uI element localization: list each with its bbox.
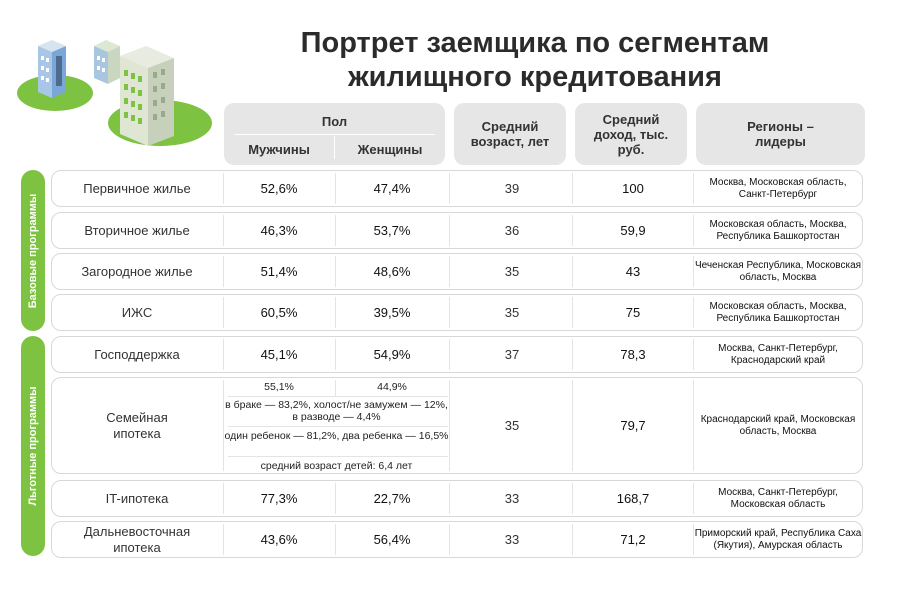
group-label-preferential xyxy=(21,336,45,556)
row-female: 39,5% xyxy=(373,305,411,320)
row-regions: Краснодарский край, Московская область, Москва xyxy=(700,413,856,437)
table-row xyxy=(51,212,863,249)
row-female: 47,4% xyxy=(373,181,411,196)
row-regions: Московская область, Москва, Республика Башкортостан xyxy=(709,218,847,242)
tall-building-icon xyxy=(120,46,174,146)
table-row xyxy=(51,336,863,373)
row-female: 56,4% xyxy=(373,532,411,547)
row-regions: Московская область, Москва, Республика Башкортостан xyxy=(709,300,847,324)
row-age: 39 xyxy=(504,181,520,196)
row-name: Вторичное жилье xyxy=(84,222,190,238)
row-regions: Москва, Санкт-Петербург, Краснодарский край xyxy=(718,342,838,366)
row-male: 43,6% xyxy=(260,532,298,547)
header-female: Женщины xyxy=(357,142,423,157)
title-line-2: жилищного кредитования xyxy=(348,61,722,93)
row-male: 45,1% xyxy=(260,347,298,362)
row-female: 44,9% xyxy=(377,381,407,393)
row-name: Загородное жилье xyxy=(81,263,193,279)
row-male: 46,3% xyxy=(260,223,298,238)
row-age: 33 xyxy=(504,532,520,547)
table-row xyxy=(51,480,863,517)
table-row xyxy=(51,253,863,290)
header-divider xyxy=(234,134,435,135)
row-name: Господдержка xyxy=(94,346,180,362)
table-row xyxy=(51,170,863,207)
table-row xyxy=(51,521,863,558)
group-label-base-text: Базовые программы xyxy=(27,193,39,308)
table-row xyxy=(51,294,863,331)
group-label-preferential-text: Льготные программы xyxy=(27,386,39,506)
row-regions: Чеченская Республика, Московская область, Москва xyxy=(694,259,862,283)
row-income: 71,2 xyxy=(620,532,646,547)
header-age xyxy=(454,103,566,165)
row-regions: Приморский край, Республика Саха (Якутия), Амурская область xyxy=(694,527,862,551)
row-female: 54,9% xyxy=(373,347,411,362)
row-income: 75 xyxy=(625,305,641,320)
row-income: 79,7 xyxy=(620,418,646,433)
row-name: ИЖС xyxy=(121,304,153,320)
page-title xyxy=(230,26,840,94)
header-regions xyxy=(696,103,865,165)
header-gender xyxy=(224,103,445,165)
row-age: 33 xyxy=(504,491,520,506)
row-income: 78,3 xyxy=(620,347,646,362)
row-name: Первичное жилье xyxy=(83,180,191,196)
group-label-base xyxy=(21,170,45,331)
row-male: 52,6% xyxy=(260,181,298,196)
title-line-1: Портрет заемщика по сегментам xyxy=(300,27,770,59)
row-age: 35 xyxy=(504,305,520,320)
header-income-label: Средний доход, тыс. руб. xyxy=(593,111,669,157)
row-female: 53,7% xyxy=(373,223,411,238)
row-name: IT-ипотека xyxy=(105,490,169,506)
row-income: 168,7 xyxy=(616,491,650,506)
row-male: 60,5% xyxy=(260,305,298,320)
header-regions-label: Регионы – лидеры xyxy=(747,119,814,149)
header-gender-label: Пол xyxy=(321,114,348,129)
header-age-label: Средний возраст, лет xyxy=(470,119,550,149)
family-marital-status: в браке — 83,2%, холост/не замужем — 12%, в разводе — 4,4% xyxy=(225,399,448,423)
row-name: Дальневосточная ипотека xyxy=(83,523,191,555)
row-age: 35 xyxy=(504,418,520,433)
row-male: 55,1% xyxy=(264,381,294,393)
row-age: 36 xyxy=(504,223,520,238)
row-income: 43 xyxy=(625,264,641,279)
row-regions: Москва, Московская область, Санкт-Петербург xyxy=(709,176,847,200)
row-income: 59,9 xyxy=(620,223,646,238)
table-row xyxy=(51,377,863,474)
buildings-illustration xyxy=(10,38,215,153)
family-children: один ребенок — 81,2%, два ребенка — 16,5% xyxy=(224,430,449,442)
row-name: Семейная ипотека xyxy=(106,409,168,441)
header-male: Мужчины xyxy=(248,142,310,157)
medium-building-icon xyxy=(94,40,120,84)
row-age: 37 xyxy=(504,347,520,362)
row-regions: Москва, Санкт-Петербург, Московская область xyxy=(718,486,838,510)
small-building-icon xyxy=(38,40,66,98)
row-female: 22,7% xyxy=(373,491,411,506)
row-female: 48,6% xyxy=(373,264,411,279)
row-age: 35 xyxy=(504,264,520,279)
row-income: 100 xyxy=(622,181,644,196)
row-male: 77,3% xyxy=(260,491,298,506)
row-male: 51,4% xyxy=(260,264,298,279)
header-income xyxy=(575,103,687,165)
family-child-age: средний возраст детей: 6,4 лет xyxy=(260,460,413,472)
